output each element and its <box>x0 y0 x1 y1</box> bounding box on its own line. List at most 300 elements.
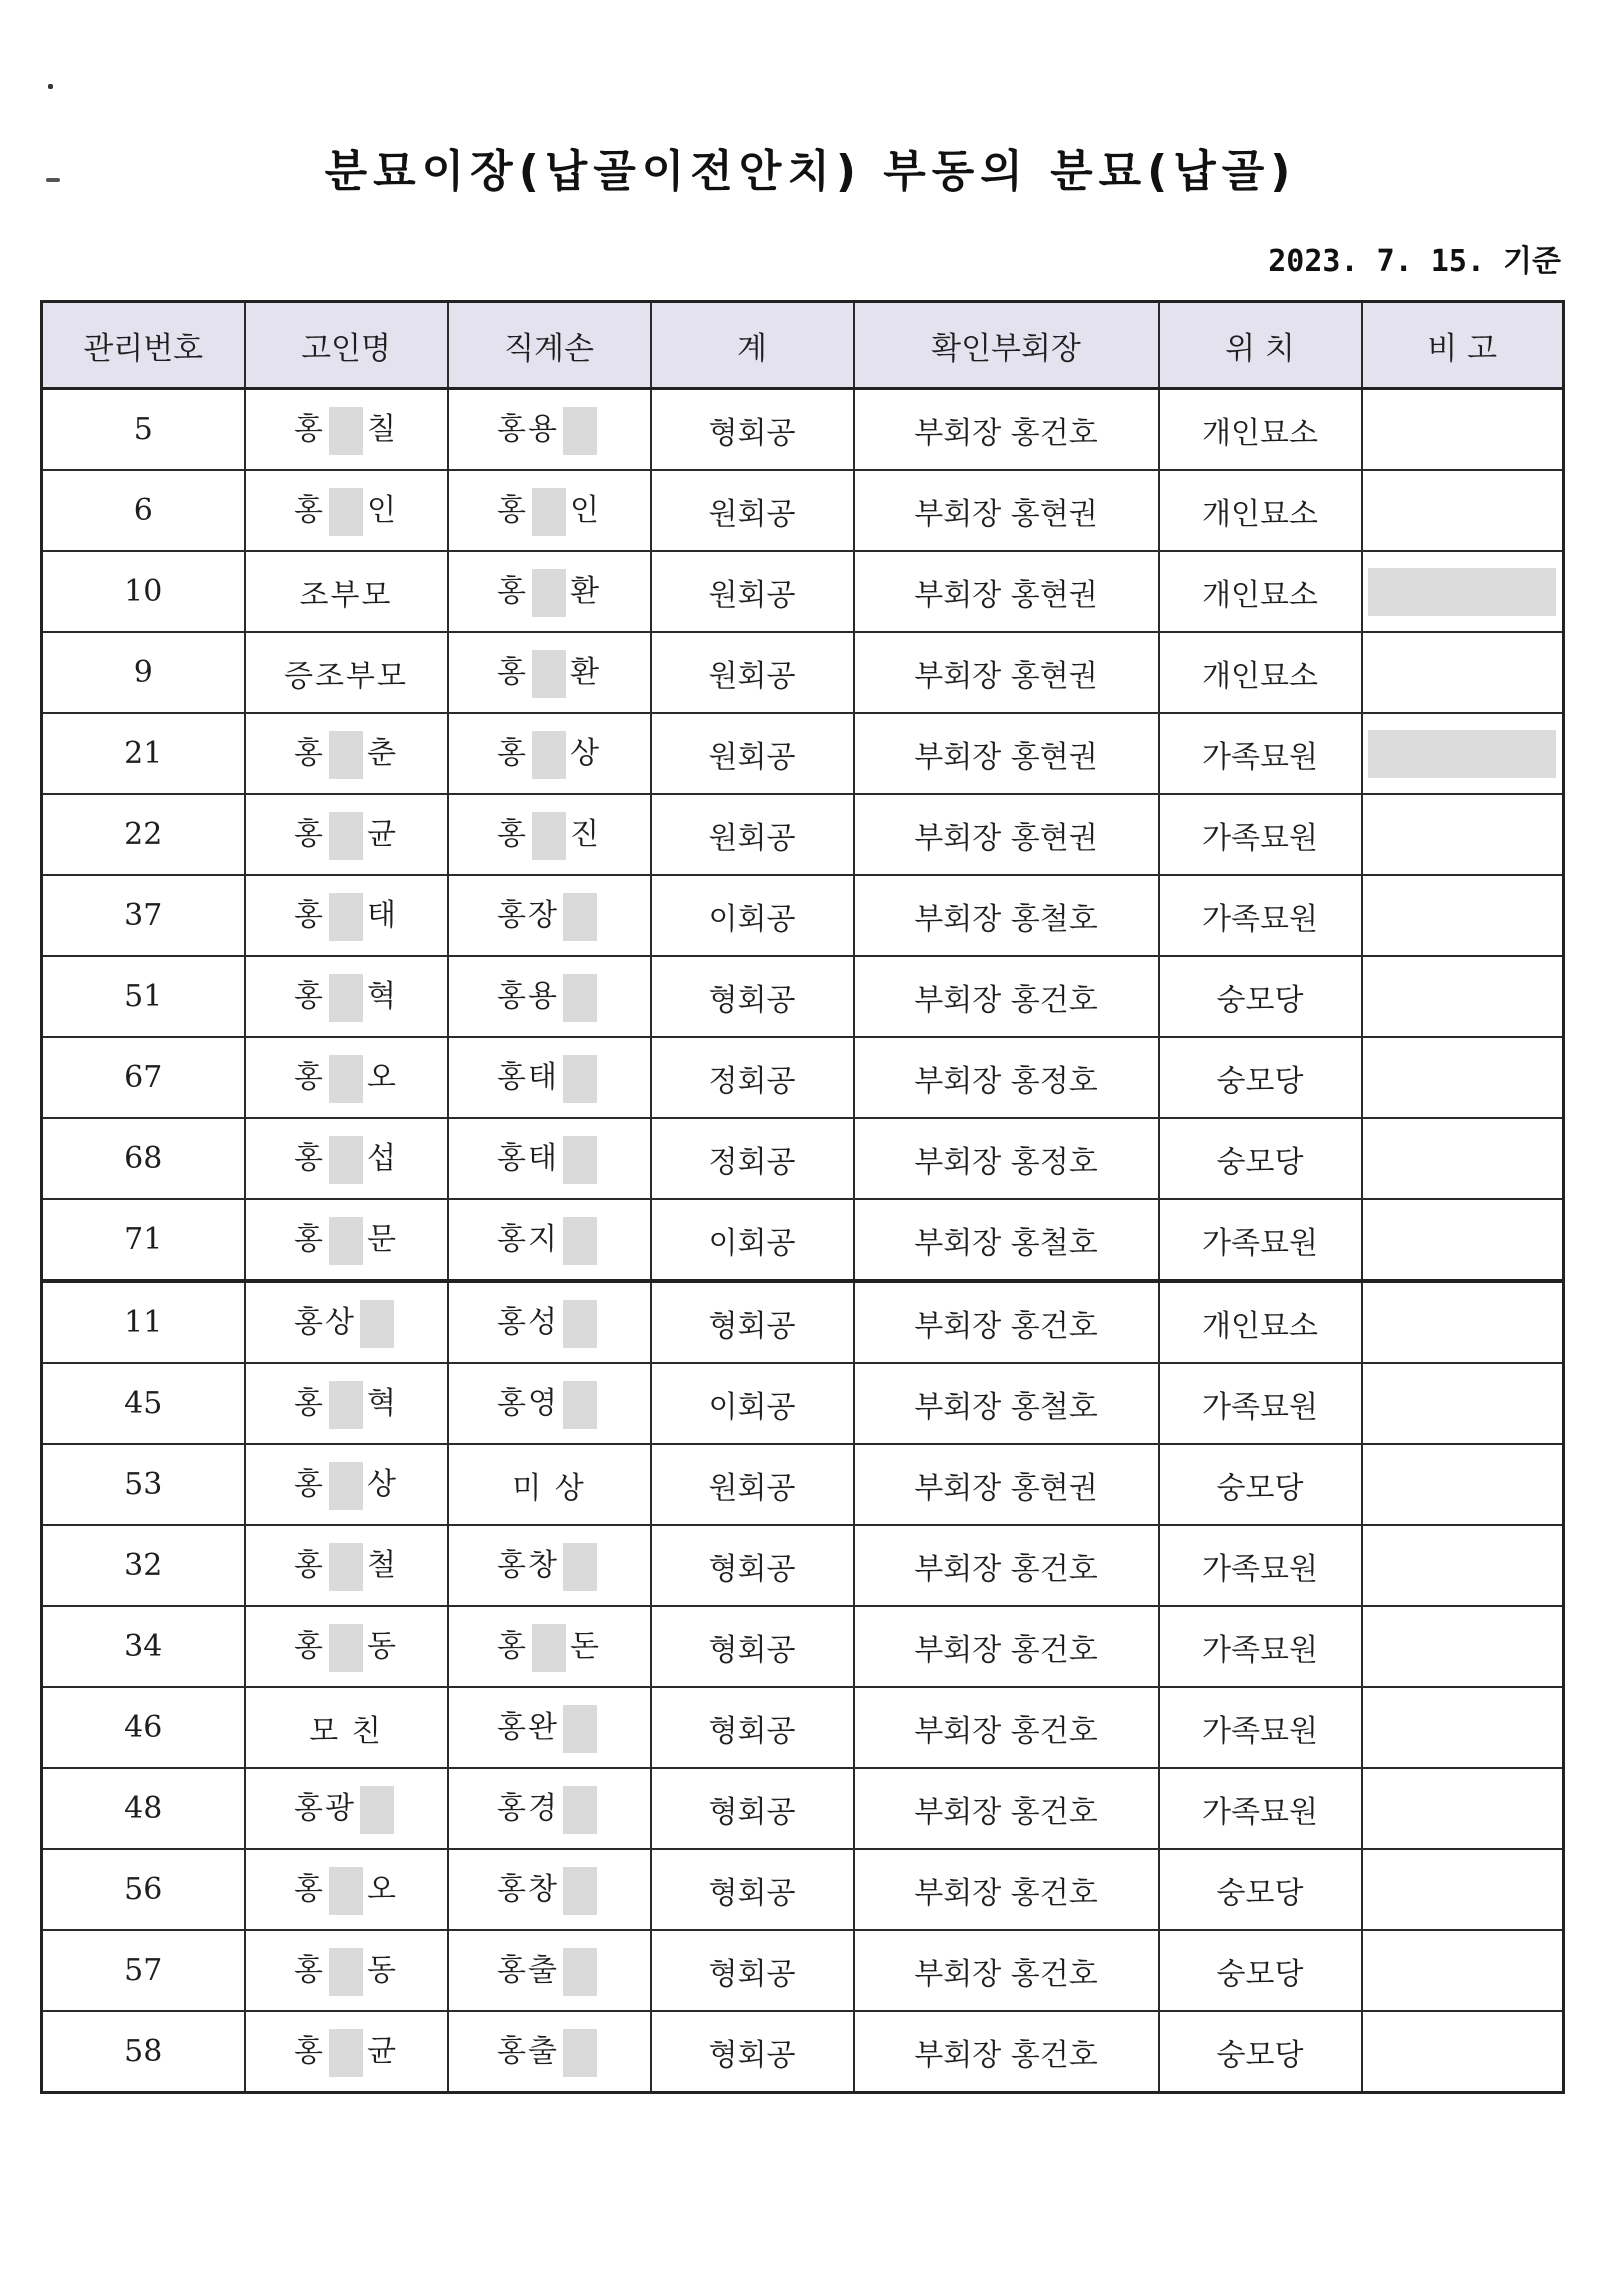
redacted-block <box>329 1867 363 1915</box>
name-part: 홍 <box>497 493 528 528</box>
cell-deceased-name <box>245 1281 448 1363</box>
cell-confirming-vice-chair: 부회장 홍건호 <box>854 1930 1159 2011</box>
cell-direct-descendant <box>448 1444 651 1525</box>
cell-deceased-name-text <box>294 728 398 779</box>
cell-branch: 원회공 <box>651 713 854 794</box>
cell-deceased-name <box>245 794 448 875</box>
redacted-block <box>360 1300 394 1348</box>
cell-direct-descendant <box>448 1525 651 1606</box>
cell-location: 숭모당 <box>1159 2011 1362 2093</box>
cell-direct-descendant <box>448 1281 651 1363</box>
cell-management-no: 57 <box>42 1930 245 2011</box>
cell-direct-descendant <box>448 1687 651 1768</box>
cell-deceased-name <box>245 1606 448 1687</box>
cell-direct-descendant-text <box>497 1214 601 1265</box>
cell-deceased-name-text <box>294 971 398 1022</box>
cell-confirming-vice-chair: 부회장 홍건호 <box>854 389 1159 471</box>
cell-location: 개인묘소 <box>1159 470 1362 551</box>
cell-deceased-name-text <box>294 1214 398 1265</box>
cell-deceased-name-text <box>294 1052 398 1103</box>
cell-direct-descendant <box>448 956 651 1037</box>
cell-direct-descendant <box>448 1118 651 1199</box>
cell-confirming-vice-chair: 부회장 홍건호 <box>854 1687 1159 1768</box>
cell-location: 개인묘소 <box>1159 1281 1362 1363</box>
cell-confirming-vice-chair: 부회장 홍현권 <box>854 470 1159 551</box>
cell-deceased-name-text <box>300 570 393 614</box>
cell-direct-descendant-text <box>497 1540 601 1591</box>
redacted-block <box>329 1381 363 1429</box>
cell-management-no: 10 <box>42 551 245 632</box>
name-part: 진 <box>570 817 601 852</box>
cell-management-no: 68 <box>42 1118 245 1199</box>
cell-deceased-name <box>245 1930 448 2011</box>
redacted-block <box>1368 568 1556 616</box>
table-body <box>42 389 1564 2093</box>
name-part: 홍창 <box>497 1548 559 1583</box>
redacted-block <box>532 812 566 860</box>
cell-remarks <box>1362 1199 1564 1281</box>
cell-remarks <box>1362 1768 1564 1849</box>
table-row <box>42 1037 1564 1118</box>
cell-confirming-vice-chair: 부회장 홍건호 <box>854 1849 1159 1930</box>
cell-confirming-vice-chair: 부회장 홍건호 <box>854 1525 1159 1606</box>
cell-remarks <box>1362 389 1564 471</box>
name-part: 미 상 <box>512 1470 586 1506</box>
cell-remarks <box>1362 713 1564 794</box>
redacted-block <box>329 407 363 455</box>
name-part: 홍지 <box>497 1222 559 1257</box>
name-part: 상 <box>367 1467 398 1502</box>
table-row <box>42 1199 1564 1281</box>
name-part: 섭 <box>367 1141 398 1176</box>
redacted-block <box>563 1300 597 1348</box>
cell-location: 가족묘원 <box>1159 713 1362 794</box>
cell-deceased-name-text <box>294 1540 398 1591</box>
redacted-block <box>329 1136 363 1184</box>
cell-direct-descendant <box>448 1363 651 1444</box>
header-branch: 계 <box>651 302 854 389</box>
redacted-block <box>563 1867 597 1915</box>
cell-location: 숭모당 <box>1159 956 1362 1037</box>
redacted-block <box>563 1217 597 1265</box>
cell-remarks <box>1362 794 1564 875</box>
cell-direct-descendant <box>448 551 651 632</box>
cell-location: 가족묘원 <box>1159 1363 1362 1444</box>
cell-direct-descendant <box>448 713 651 794</box>
cell-remarks <box>1362 1363 1564 1444</box>
cell-management-no: 45 <box>42 1363 245 1444</box>
name-part: 홍 <box>294 2034 325 2069</box>
cell-deceased-name-text <box>294 1621 398 1672</box>
cell-branch: 형회공 <box>651 956 854 1037</box>
cell-deceased-name-text <box>284 651 408 695</box>
cell-remarks <box>1362 1281 1564 1363</box>
header-location: 위 치 <box>1159 302 1362 389</box>
cell-confirming-vice-chair: 부회장 홍철호 <box>854 1363 1159 1444</box>
cell-management-no: 48 <box>42 1768 245 1849</box>
redacted-block <box>360 1786 394 1834</box>
cell-location: 가족묘원 <box>1159 794 1362 875</box>
redacted-block <box>532 569 566 617</box>
name-part: 홍 <box>497 817 528 852</box>
cell-management-no: 34 <box>42 1606 245 1687</box>
cell-remarks <box>1362 956 1564 1037</box>
redacted-block <box>329 893 363 941</box>
table-row <box>42 389 1564 471</box>
cell-direct-descendant <box>448 794 651 875</box>
cell-direct-descendant <box>448 1606 651 1687</box>
cell-direct-descendant <box>448 1768 651 1849</box>
name-part: 홍성 <box>497 1305 559 1340</box>
cell-confirming-vice-chair: 부회장 홍건호 <box>854 2011 1159 2093</box>
name-part: 오 <box>367 1872 398 1907</box>
cell-direct-descendant <box>448 875 651 956</box>
cell-management-no: 32 <box>42 1525 245 1606</box>
cell-location: 개인묘소 <box>1159 389 1362 471</box>
cell-deceased-name <box>245 551 448 632</box>
cell-direct-descendant-text <box>497 809 601 860</box>
name-part: 균 <box>367 2034 398 2069</box>
name-part: 동 <box>367 1629 398 1664</box>
redacted-block <box>329 1624 363 1672</box>
cell-management-no: 46 <box>42 1687 245 1768</box>
name-part: 인 <box>367 493 398 528</box>
name-part: 인 <box>570 493 601 528</box>
table-row <box>42 1930 1564 2011</box>
grave-records-table <box>40 300 1565 2094</box>
cell-confirming-vice-chair: 부회장 홍건호 <box>854 1606 1159 1687</box>
name-part: 환 <box>570 574 601 609</box>
name-part: 홍 <box>497 574 528 609</box>
cell-direct-descendant <box>448 1037 651 1118</box>
cell-confirming-vice-chair: 부회장 홍철호 <box>854 1199 1159 1281</box>
cell-remarks <box>1362 470 1564 551</box>
cell-management-no: 53 <box>42 1444 245 1525</box>
cell-management-no: 21 <box>42 713 245 794</box>
cell-deceased-name <box>245 2011 448 2093</box>
name-part: 홍 <box>294 1060 325 1095</box>
table-row <box>42 713 1564 794</box>
redacted-block <box>563 1543 597 1591</box>
name-part: 홍 <box>294 817 325 852</box>
cell-direct-descendant-text <box>497 1297 601 1348</box>
cell-deceased-name-text <box>294 1297 398 1348</box>
name-part: 홍출 <box>497 2034 559 2069</box>
cell-location: 가족묘원 <box>1159 875 1362 956</box>
name-part: 홍 <box>294 1629 325 1664</box>
cell-deceased-name <box>245 875 448 956</box>
cell-direct-descendant <box>448 470 651 551</box>
cell-direct-descendant <box>448 2011 651 2093</box>
redacted-block <box>329 2029 363 2077</box>
name-part: 홍영 <box>497 1386 559 1421</box>
cell-direct-descendant-text <box>497 1945 601 1996</box>
table-row <box>42 1281 1564 1363</box>
cell-branch: 형회공 <box>651 2011 854 2093</box>
name-part: 홍광 <box>294 1791 356 1826</box>
cell-remarks <box>1362 1849 1564 1930</box>
name-part: 홍장 <box>497 898 559 933</box>
cell-confirming-vice-chair: 부회장 홍철호 <box>854 875 1159 956</box>
cell-location: 개인묘소 <box>1159 551 1362 632</box>
cell-remarks <box>1362 1687 1564 1768</box>
cell-branch: 형회공 <box>651 1606 854 1687</box>
cell-deceased-name-text <box>294 404 398 455</box>
cell-direct-descendant-text <box>497 2026 601 2077</box>
cell-deceased-name <box>245 1199 448 1281</box>
redacted-block <box>563 893 597 941</box>
cell-confirming-vice-chair: 부회장 홍현권 <box>854 632 1159 713</box>
cell-management-no: 11 <box>42 1281 245 1363</box>
cell-direct-descendant-text <box>497 404 601 455</box>
cell-location: 숭모당 <box>1159 1037 1362 1118</box>
cell-management-no: 71 <box>42 1199 245 1281</box>
cell-confirming-vice-chair: 부회장 홍현권 <box>854 713 1159 794</box>
cell-management-no: 56 <box>42 1849 245 1930</box>
name-part: 홍창 <box>497 1872 559 1907</box>
cell-confirming-vice-chair: 부회장 홍정호 <box>854 1118 1159 1199</box>
cell-confirming-vice-chair: 부회장 홍건호 <box>854 1768 1159 1849</box>
cell-deceased-name <box>245 1363 448 1444</box>
redacted-block <box>563 1055 597 1103</box>
cell-remarks <box>1362 1037 1564 1118</box>
name-part: 홍 <box>294 1222 325 1257</box>
cell-deceased-name <box>245 1444 448 1525</box>
name-part: 홍완 <box>497 1710 559 1745</box>
cell-direct-descendant-text <box>497 1378 601 1429</box>
table-row <box>42 470 1564 551</box>
redacted-block <box>563 1381 597 1429</box>
header-direct-descendant: 직계손 <box>448 302 651 389</box>
cell-branch: 원회공 <box>651 794 854 875</box>
redacted-block <box>532 650 566 698</box>
name-part: 태 <box>367 898 398 933</box>
name-part: 혁 <box>367 979 398 1014</box>
name-part: 칠 <box>367 412 398 447</box>
cell-remarks <box>1362 875 1564 956</box>
cell-direct-descendant-text <box>497 971 601 1022</box>
cell-deceased-name <box>245 1768 448 1849</box>
cell-direct-descendant <box>448 389 651 471</box>
name-part: 동 <box>367 1953 398 1988</box>
name-part: 홍태 <box>497 1141 559 1176</box>
cell-remarks <box>1362 1118 1564 1199</box>
cell-management-no: 58 <box>42 2011 245 2093</box>
table-header-row <box>42 302 1564 389</box>
cell-direct-descendant-text <box>497 647 601 698</box>
redacted-block <box>329 1543 363 1591</box>
cell-remarks <box>1362 1606 1564 1687</box>
name-part: 홍용 <box>497 979 559 1014</box>
table-row <box>42 956 1564 1037</box>
cell-location: 개인묘소 <box>1159 632 1362 713</box>
name-part: 춘 <box>367 736 398 771</box>
name-part: 홍 <box>294 493 325 528</box>
cell-branch: 원회공 <box>651 632 854 713</box>
redacted-block <box>563 1786 597 1834</box>
table-row <box>42 1363 1564 1444</box>
redacted-block <box>1368 730 1556 778</box>
name-part: 홍 <box>294 1872 325 1907</box>
cell-branch: 정회공 <box>651 1118 854 1199</box>
header-remarks: 비 고 <box>1362 302 1564 389</box>
cell-direct-descendant-text <box>497 1702 601 1753</box>
table-row <box>42 1118 1564 1199</box>
redacted-block <box>329 1055 363 1103</box>
cell-branch: 이회공 <box>651 1199 854 1281</box>
cell-confirming-vice-chair: 부회장 홍현권 <box>854 794 1159 875</box>
cell-deceased-name <box>245 956 448 1037</box>
cell-location: 가족묘원 <box>1159 1768 1362 1849</box>
cell-branch: 형회공 <box>651 1768 854 1849</box>
table-row <box>42 1768 1564 1849</box>
cell-direct-descendant-text <box>512 1463 586 1507</box>
redacted-block <box>329 812 363 860</box>
name-part: 홍 <box>294 1953 325 1988</box>
name-part: 오 <box>367 1060 398 1095</box>
name-part: 환 <box>570 655 601 690</box>
cell-confirming-vice-chair: 부회장 홍건호 <box>854 1281 1159 1363</box>
cell-remarks <box>1362 1444 1564 1525</box>
redacted-block <box>329 488 363 536</box>
redacted-block <box>563 1136 597 1184</box>
redacted-block <box>329 731 363 779</box>
cell-management-no: 67 <box>42 1037 245 1118</box>
cell-direct-descendant <box>448 1930 651 2011</box>
name-part: 홍 <box>294 979 325 1014</box>
table-row <box>42 2011 1564 2093</box>
redacted-block <box>563 2029 597 2077</box>
redacted-block <box>532 488 566 536</box>
table-row <box>42 1849 1564 1930</box>
cell-branch: 원회공 <box>651 1444 854 1525</box>
cell-location: 숭모당 <box>1159 1930 1362 2011</box>
cell-direct-descendant-text <box>497 1621 601 1672</box>
table-row <box>42 1687 1564 1768</box>
cell-direct-descendant-text <box>497 485 601 536</box>
cell-remarks <box>1362 632 1564 713</box>
cell-remarks <box>1362 1930 1564 2011</box>
cell-branch: 형회공 <box>651 1687 854 1768</box>
cell-management-no: 5 <box>42 389 245 471</box>
cell-direct-descendant-text <box>497 1864 601 1915</box>
cell-deceased-name-text <box>294 2026 398 2077</box>
table-row <box>42 1606 1564 1687</box>
cell-deceased-name <box>245 632 448 713</box>
cell-confirming-vice-chair: 부회장 홍건호 <box>854 956 1159 1037</box>
cell-management-no: 37 <box>42 875 245 956</box>
cell-location: 숭모당 <box>1159 1849 1362 1930</box>
name-part: 문 <box>367 1222 398 1257</box>
table-row <box>42 875 1564 956</box>
cell-direct-descendant-text <box>497 890 601 941</box>
cell-deceased-name-text <box>294 1133 398 1184</box>
cell-deceased-name-text <box>294 1864 398 1915</box>
cell-location: 가족묘원 <box>1159 1606 1362 1687</box>
redacted-block <box>329 1217 363 1265</box>
cell-deceased-name-text <box>294 1945 398 1996</box>
cell-branch: 형회공 <box>651 1930 854 2011</box>
table-row <box>42 632 1564 713</box>
cell-deceased-name-text <box>294 1783 398 1834</box>
cell-direct-descendant-text <box>497 1133 601 1184</box>
cell-deceased-name <box>245 1118 448 1199</box>
cell-location: 가족묘원 <box>1159 1687 1362 1768</box>
name-part: 홍 <box>294 898 325 933</box>
cell-direct-descendant-text <box>497 1783 601 1834</box>
name-part: 모 친 <box>309 1713 383 1749</box>
redacted-block <box>329 1948 363 1996</box>
name-part: 홍용 <box>497 412 559 447</box>
cell-deceased-name-text <box>294 1378 398 1429</box>
redacted-block <box>532 1624 566 1672</box>
cell-deceased-name-text <box>294 809 398 860</box>
cell-branch: 이회공 <box>651 1363 854 1444</box>
cell-deceased-name <box>245 713 448 794</box>
name-part: 홍 <box>294 1141 325 1176</box>
table-row <box>42 551 1564 632</box>
cell-confirming-vice-chair: 부회장 홍현권 <box>854 551 1159 632</box>
cell-deceased-name-text <box>309 1706 383 1750</box>
redacted-block <box>329 1462 363 1510</box>
name-part: 홍 <box>294 412 325 447</box>
cell-branch: 형회공 <box>651 1525 854 1606</box>
cell-branch: 형회공 <box>651 389 854 471</box>
cell-branch: 형회공 <box>651 1281 854 1363</box>
cell-remarks <box>1362 551 1564 632</box>
table-row <box>42 1444 1564 1525</box>
cell-deceased-name <box>245 1849 448 1930</box>
name-part: 홍 <box>294 1386 325 1421</box>
cell-deceased-name-text <box>294 890 398 941</box>
name-part: 홍 <box>294 736 325 771</box>
cell-deceased-name <box>245 1525 448 1606</box>
cell-confirming-vice-chair: 부회장 홍정호 <box>854 1037 1159 1118</box>
name-part: 홍 <box>294 1467 325 1502</box>
redacted-block <box>532 731 566 779</box>
redacted-block <box>563 1705 597 1753</box>
table-row <box>42 1525 1564 1606</box>
table-row <box>42 794 1564 875</box>
cell-management-no: 51 <box>42 956 245 1037</box>
cell-deceased-name <box>245 1037 448 1118</box>
name-part: 돈 <box>570 1629 601 1664</box>
cell-direct-descendant <box>448 1199 651 1281</box>
name-part: 철 <box>367 1548 398 1583</box>
cell-deceased-name-text <box>294 1459 398 1510</box>
cell-direct-descendant <box>448 1849 651 1930</box>
cell-branch: 원회공 <box>651 470 854 551</box>
cell-direct-descendant-text <box>497 728 601 779</box>
name-part: 홍상 <box>294 1305 356 1340</box>
cell-remarks <box>1362 1525 1564 1606</box>
cell-deceased-name <box>245 389 448 471</box>
cell-location: 가족묘원 <box>1159 1525 1362 1606</box>
header-management-no: 관리번호 <box>42 302 245 389</box>
cell-confirming-vice-chair: 부회장 홍현권 <box>854 1444 1159 1525</box>
header-confirming-vice-chair: 확인부회장 <box>854 302 1159 389</box>
cell-branch: 정회공 <box>651 1037 854 1118</box>
redacted-block <box>563 407 597 455</box>
cell-direct-descendant <box>448 632 651 713</box>
page-title: 분묘이장(납골이전안치) 부동의 분묘(납골) <box>324 146 1297 197</box>
cell-management-no: 6 <box>42 470 245 551</box>
header-deceased-name: 고인명 <box>245 302 448 389</box>
name-part: 혁 <box>367 1386 398 1421</box>
cell-management-no: 9 <box>42 632 245 713</box>
name-part: 균 <box>367 817 398 852</box>
name-part: 홍 <box>294 1548 325 1583</box>
